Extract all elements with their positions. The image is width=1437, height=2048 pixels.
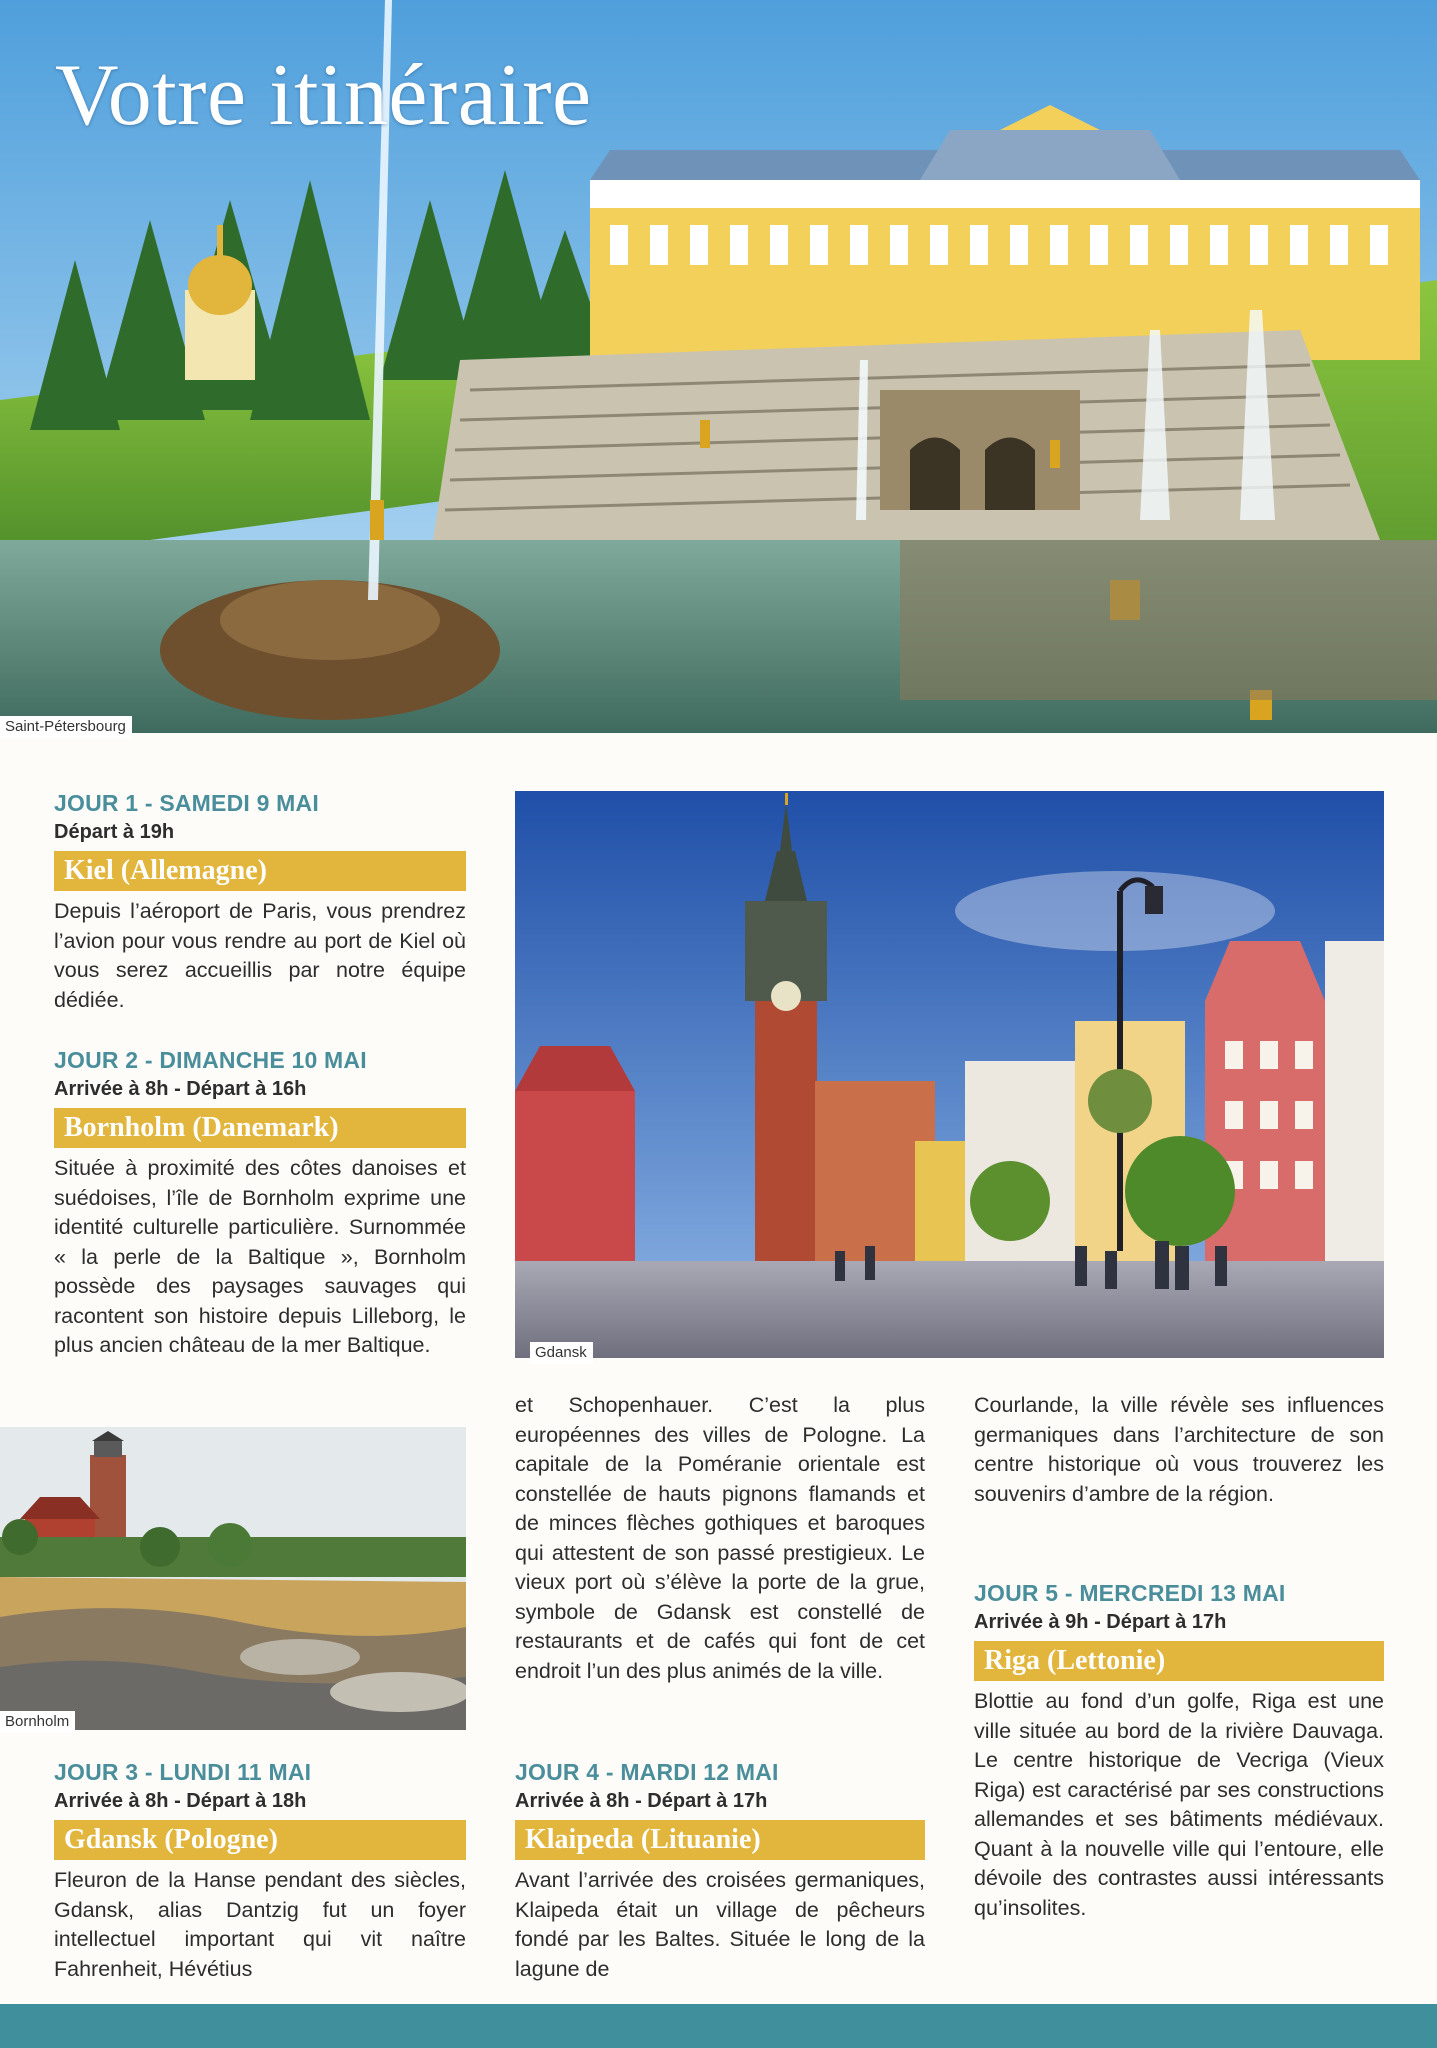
day-3-description: Fleuron de la Hanse pendant des siècles, Gdansk, alias Dantzig fut un foyer intellectuel important qui vit naître Fahrenheit, Hévétius — [54, 1868, 466, 1981]
day-1-times: Départ à 19h — [54, 821, 175, 843]
day-1-heading: JOUR 1 - SAMEDI 9 MAI — [54, 790, 319, 816]
day-2-place: Bornholm (Danemark) — [54, 1108, 466, 1148]
gdansk-photo-caption: Gdansk — [530, 1342, 593, 1364]
day-5-times: Arrivée à 9h - Départ à 17h — [974, 1611, 1227, 1633]
hero-photo-caption: Saint-Pétersbourg — [0, 716, 132, 738]
day-5-description: Blottie au fond d’un golfe, Riga est une ville située au bord de la rivière Dauvaga. Le centre historique de Vecriga (Vieux Riga) est caractérisé par ses constructions allemandes et ses bâtiments médiévaux. Quant à la nouvelle ville qui l’entoure, elle dévoile des contrastes aussi intéressants qu’insolites. — [974, 1689, 1384, 1920]
day-2-times: Arrivée à 8h - Départ à 16h — [54, 1078, 307, 1100]
day-1-place: Kiel (Allemagne) — [54, 851, 466, 891]
day-4-description: Avant l’arrivée des croisées germaniques, Klaipeda était un village de pêcheurs fondé par les Baltes. Située le long de la lagune de — [515, 1868, 925, 1981]
day-3-times: Arrivée à 8h - Départ à 18h — [54, 1790, 307, 1812]
day-5-heading: JOUR 5 - MERCREDI 13 MAI — [974, 1580, 1286, 1606]
gdansk-illustration — [515, 791, 1384, 1358]
day-2-description: Située à proximité des côtes danoises et suédoises, l’île de Bornholm exprime une identité culturelle particulière. Surnommée « la perle de la Baltique », Bornholm possède des paysages sauvages qui racontent son histoire depuis Lilleborg, le plus ancien château de la mer Baltique. — [54, 1156, 466, 1357]
day-5-place: Riga (Lettonie) — [974, 1641, 1384, 1681]
footer-bar — [0, 2004, 1437, 2048]
day-4-heading: JOUR 4 - MARDI 12 MAI — [515, 1759, 779, 1785]
day-1-description: Depuis l’aéroport de Paris, vous prendrez l’avion pour vous rendre au port de Kiel où vous serez accueillis par notre équipe dédiée. — [54, 899, 466, 1012]
bornholm-photo-caption: Bornholm — [0, 1711, 75, 1733]
day-3-heading: JOUR 3 - LUNDI 11 MAI — [54, 1759, 312, 1785]
bornholm-illustration — [0, 1427, 466, 1730]
day-4-description-continued: Courlande, la ville révèle ses influences germaniques dans l’architecture de son centre historique où vous trouverez les souvenirs d’ambre de la région. — [974, 1393, 1384, 1506]
day-3-place: Gdansk (Pologne) — [54, 1820, 466, 1860]
day-2-heading: JOUR 2 - DIMANCHE 10 MAI — [54, 1047, 367, 1073]
day-4-times: Arrivée à 8h - Départ à 17h — [515, 1790, 768, 1812]
day-3-description-continued: et Schopenhauer. C’est la plus européennes des villes de Pologne. La capitale de la Poméranie orientale est constellée de hauts pignons flamands et de minces flèches gothiques et baroques qui attestent de son passé prestigieux. Le vieux port où s’élève la porte de la grue, symbole de Gdansk est constellé de restaurants et de cafés qui font de cet endroit l’un des plus animés de la ville. — [515, 1393, 925, 1683]
gdansk-photo — [515, 791, 1384, 1358]
bornholm-photo — [0, 1427, 466, 1730]
day-4-place: Klaipeda (Lituanie) — [515, 1820, 925, 1860]
page-title: Votre itinéraire — [55, 47, 592, 144]
